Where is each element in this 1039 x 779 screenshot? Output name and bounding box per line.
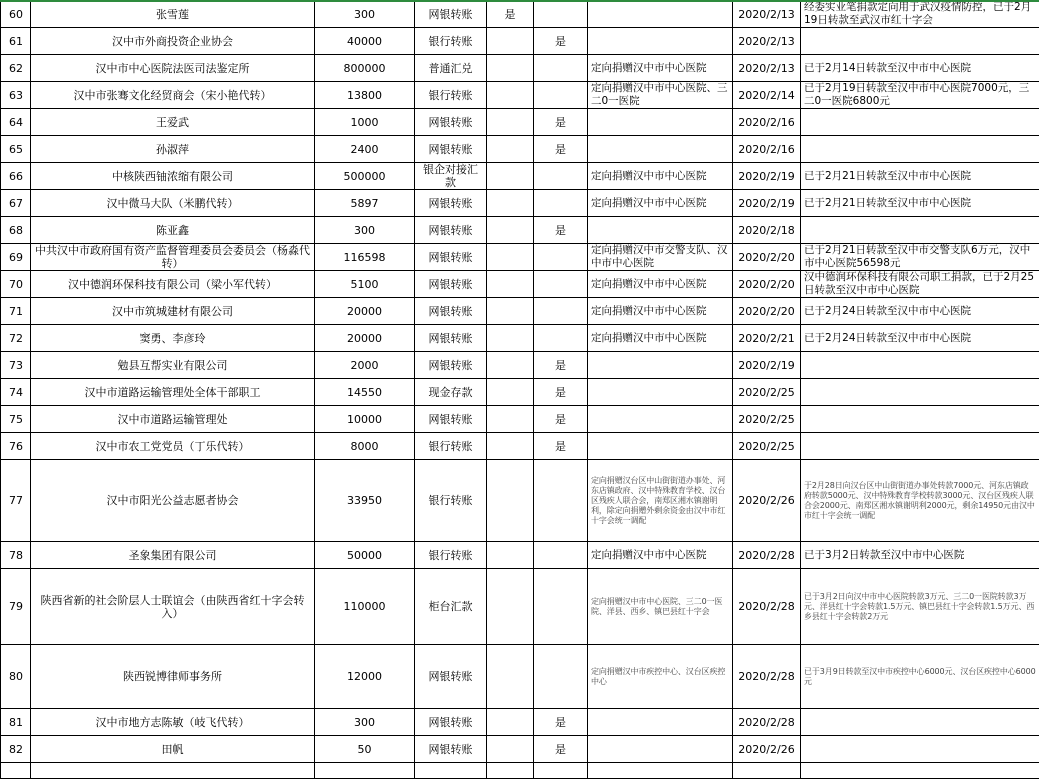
flag-cell-a[interactable]: [487, 460, 534, 542]
note-cell[interactable]: 于2月28日向汉台区中山街街道办事处转款7000元、河东店镇政府转款5000元、汉中特殊教育学校转款3000元、汉台区残疾人联合会2000元、南郑区湘水镇谢明利2000元，剩余14950元由汉中市红十字会统一调配: [801, 460, 1039, 542]
date-cell[interactable]: 2020/2/20: [733, 298, 801, 325]
table-row: [1, 406, 1039, 433]
direction-cell[interactable]: [588, 379, 733, 406]
direction-cell[interactable]: 定向捐赠汉中市中心医院: [588, 271, 733, 298]
table-row: [1, 1, 1039, 28]
donor-name-cell[interactable]: 王爱武: [31, 109, 315, 136]
row-number-cell[interactable]: 64: [1, 109, 31, 136]
flag-cell-a[interactable]: [487, 28, 534, 55]
note-cell[interactable]: 经委实业笔捐款定向用于武汉疫情防控，已于2月19日转款至武汉市红十字会: [801, 1, 1039, 28]
date-cell[interactable]: 2020/2/16: [733, 136, 801, 163]
amount-cell[interactable]: 20000: [315, 325, 415, 352]
row-number-cell[interactable]: 80: [1, 645, 31, 709]
row-number-cell[interactable]: 75: [1, 406, 31, 433]
direction-cell[interactable]: [588, 136, 733, 163]
payment-method-cell[interactable]: 网银转账: [415, 406, 487, 433]
direction-cell[interactable]: 定向捐赠汉中市中心医院: [588, 55, 733, 82]
amount-cell[interactable]: 116598: [315, 244, 415, 271]
note-cell[interactable]: [801, 28, 1039, 55]
note-cell[interactable]: [801, 763, 1039, 779]
note-cell[interactable]: 已于2月21日转款至汉中市中心医院: [801, 190, 1039, 217]
note-cell[interactable]: 已于3月2日转款至汉中市中心医院: [801, 542, 1039, 569]
donor-name-cell[interactable]: 陕西锐博律师事务所: [31, 645, 315, 709]
direction-cell[interactable]: [588, 1, 733, 28]
payment-method-cell[interactable]: 网银转账: [415, 136, 487, 163]
flag-cell-b[interactable]: [534, 82, 588, 109]
row-number-cell[interactable]: 61: [1, 28, 31, 55]
donor-name-cell[interactable]: 汉中市道路运输管理处: [31, 406, 315, 433]
payment-method-cell[interactable]: 银行转账: [415, 82, 487, 109]
amount-cell[interactable]: 13800: [315, 82, 415, 109]
direction-cell[interactable]: 定向捐赠汉中市中心医院: [588, 163, 733, 190]
row-number-cell[interactable]: 63: [1, 82, 31, 109]
donor-name-cell[interactable]: 汉中市张骞文化经贸商会（宋小艳代转）: [31, 82, 315, 109]
table-row: [1, 645, 1039, 709]
date-cell[interactable]: 2020/2/28: [733, 569, 801, 645]
note-cell[interactable]: 已于2月21日转款至汉中市中心医院: [801, 163, 1039, 190]
payment-method-cell[interactable]: 普通汇兑: [415, 55, 487, 82]
donor-name-cell[interactable]: [31, 763, 315, 779]
flag-cell-a[interactable]: [487, 379, 534, 406]
row-number-cell[interactable]: 67: [1, 190, 31, 217]
table-row: [1, 82, 1039, 109]
flag-cell-a[interactable]: [487, 136, 534, 163]
donor-name-cell[interactable]: 汉中市地方志陈敏（岐飞代转）: [31, 709, 315, 736]
direction-cell[interactable]: [588, 406, 733, 433]
table-row: [1, 136, 1039, 163]
donor-name-cell[interactable]: 汉中市农工党党员（丁乐代转）: [31, 433, 315, 460]
flag-cell-b[interactable]: 是: [534, 28, 588, 55]
payment-method-cell[interactable]: 网银转账: [415, 244, 487, 271]
amount-cell[interactable]: 110000: [315, 569, 415, 645]
donor-name-cell[interactable]: 陈亚鑫: [31, 217, 315, 244]
payment-method-cell[interactable]: 网银转账: [415, 298, 487, 325]
flag-cell-a[interactable]: [487, 542, 534, 569]
table-row: [1, 379, 1039, 406]
direction-cell[interactable]: [588, 28, 733, 55]
row-number-cell[interactable]: 68: [1, 217, 31, 244]
row-number-cell[interactable]: 69: [1, 244, 31, 271]
flag-cell-b[interactable]: 是: [534, 109, 588, 136]
donor-name-cell[interactable]: 窦勇、李彦玲: [31, 325, 315, 352]
table-row: [1, 55, 1039, 82]
flag-cell-b[interactable]: [534, 190, 588, 217]
amount-cell[interactable]: 50000: [315, 542, 415, 569]
flag-cell-a[interactable]: [487, 736, 534, 763]
payment-method-cell[interactable]: 银行转账: [415, 28, 487, 55]
donor-name-cell[interactable]: 汉中德润环保科技有限公司（梁小军代转）: [31, 271, 315, 298]
flag-cell-a[interactable]: [487, 271, 534, 298]
table-row: [1, 542, 1039, 569]
table-row: [1, 460, 1039, 542]
flag-cell-a[interactable]: [487, 82, 534, 109]
payment-method-cell[interactable]: 网银转账: [415, 325, 487, 352]
table-row: [1, 709, 1039, 736]
note-cell[interactable]: [801, 433, 1039, 460]
flag-cell-b[interactable]: [534, 271, 588, 298]
table-row: [1, 569, 1039, 645]
amount-cell[interactable]: 2400: [315, 136, 415, 163]
amount-cell[interactable]: 5897: [315, 190, 415, 217]
date-cell[interactable]: 2020/2/19: [733, 352, 801, 379]
flag-cell-b[interactable]: 是: [534, 406, 588, 433]
amount-cell[interactable]: 8000: [315, 433, 415, 460]
amount-cell[interactable]: 800000: [315, 55, 415, 82]
row-number-cell[interactable]: 74: [1, 379, 31, 406]
flag-cell-a[interactable]: [487, 109, 534, 136]
table-row: [1, 763, 1039, 779]
payment-method-cell[interactable]: [415, 763, 487, 779]
date-cell[interactable]: 2020/2/14: [733, 82, 801, 109]
table-row: [1, 217, 1039, 244]
flag-cell-b[interactable]: [534, 1, 588, 28]
note-cell[interactable]: 汉中德润环保科技有限公司职工捐款，已于2月25日转款至汉中市中心医院: [801, 271, 1039, 298]
row-number-cell[interactable]: 66: [1, 163, 31, 190]
payment-method-cell[interactable]: 网银转账: [415, 1, 487, 28]
amount-cell[interactable]: 5100: [315, 271, 415, 298]
date-cell[interactable]: 2020/2/25: [733, 433, 801, 460]
direction-cell[interactable]: 定向捐赠汉中市中心医院、三二0一医院、洋县、西乡、镇巴县红十字会: [588, 569, 733, 645]
flag-cell-b[interactable]: [534, 542, 588, 569]
note-cell[interactable]: [801, 352, 1039, 379]
note-cell[interactable]: [801, 406, 1039, 433]
direction-cell[interactable]: 定向捐赠汉中市中心医院、三二0一医院: [588, 82, 733, 109]
donor-name-cell[interactable]: 汉中微马大队（米鹏代转）: [31, 190, 315, 217]
flag-cell-a[interactable]: [487, 217, 534, 244]
payment-method-cell[interactable]: 网银转账: [415, 217, 487, 244]
payment-method-cell[interactable]: 现金存款: [415, 379, 487, 406]
amount-cell[interactable]: 40000: [315, 28, 415, 55]
amount-cell[interactable]: 33950: [315, 460, 415, 542]
donor-name-cell[interactable]: 中共汉中市政府国有资产监督管理委员会委员会（杨淼代转）: [31, 244, 315, 271]
donor-name-cell[interactable]: 汉中市中心医院法医司法鉴定所: [31, 55, 315, 82]
direction-cell[interactable]: 定向捐赠汉中市中心医院: [588, 190, 733, 217]
flag-cell-a[interactable]: [487, 244, 534, 271]
amount-cell[interactable]: 300: [315, 217, 415, 244]
row-number-cell[interactable]: 79: [1, 569, 31, 645]
date-cell[interactable]: 2020/2/26: [733, 736, 801, 763]
flag-cell-b[interactable]: [534, 569, 588, 645]
row-number-cell[interactable]: 73: [1, 352, 31, 379]
note-cell[interactable]: [801, 217, 1039, 244]
flag-cell-a[interactable]: [487, 763, 534, 779]
flag-cell-b[interactable]: 是: [534, 736, 588, 763]
direction-cell[interactable]: 定向捐赠汉台区中山街街道办事处、河东店镇政府、汉中特殊教育学校、汉台区残疾人联合会，南郑区湘水镇谢明利，除定向捐赠外剩余资金由汉中市红十字会统一调配: [588, 460, 733, 542]
donor-name-cell[interactable]: 汉中市外商投资企业协会: [31, 28, 315, 55]
row-number-cell[interactable]: 62: [1, 55, 31, 82]
direction-cell[interactable]: 定向捐赠汉中市疾控中心、汉台区疾控中心: [588, 645, 733, 709]
note-cell[interactable]: 已于2月14日转款至汉中市中心医院: [801, 55, 1039, 82]
date-cell[interactable]: 2020/2/28: [733, 542, 801, 569]
row-number-cell[interactable]: 82: [1, 736, 31, 763]
flag-cell-b[interactable]: 是: [534, 217, 588, 244]
table-row: [1, 163, 1039, 190]
row-number-cell[interactable]: 72: [1, 325, 31, 352]
flag-cell-b[interactable]: [534, 645, 588, 709]
note-cell[interactable]: [801, 136, 1039, 163]
donor-name-cell[interactable]: 勉县互帮实业有限公司: [31, 352, 315, 379]
date-cell[interactable]: 2020/2/19: [733, 190, 801, 217]
amount-cell[interactable]: 14550: [315, 379, 415, 406]
flag-cell-a[interactable]: [487, 406, 534, 433]
flag-cell-a[interactable]: [487, 352, 534, 379]
flag-cell-b[interactable]: [534, 763, 588, 779]
date-cell[interactable]: 2020/2/16: [733, 109, 801, 136]
flag-cell-b[interactable]: [534, 163, 588, 190]
payment-method-cell[interactable]: 银行转账: [415, 542, 487, 569]
payment-method-cell[interactable]: 网银转账: [415, 352, 487, 379]
note-cell[interactable]: 已于3月9日转款至汉中市疾控中心6000元、汉台区疾控中心6000元: [801, 645, 1039, 709]
direction-cell[interactable]: [588, 433, 733, 460]
direction-cell[interactable]: [588, 217, 733, 244]
row-number-cell[interactable]: [1, 763, 31, 779]
row-number-cell[interactable]: 70: [1, 271, 31, 298]
donor-name-cell[interactable]: 汉中市阳光公益志愿者协会: [31, 460, 315, 542]
date-cell[interactable]: 2020/2/28: [733, 709, 801, 736]
selection-top-border: [0, 0, 1039, 2]
table-row: [1, 28, 1039, 55]
date-cell[interactable]: 2020/2/25: [733, 379, 801, 406]
direction-cell[interactable]: [588, 763, 733, 779]
amount-cell[interactable]: 50: [315, 736, 415, 763]
table-row: [1, 736, 1039, 763]
table-row: [1, 433, 1039, 460]
amount-cell[interactable]: 10000: [315, 406, 415, 433]
flag-cell-b[interactable]: 是: [534, 136, 588, 163]
direction-cell[interactable]: 定向捐赠汉中市交警支队、汉中市中心医院: [588, 244, 733, 271]
direction-cell[interactable]: [588, 709, 733, 736]
donor-name-cell[interactable]: 田帆: [31, 736, 315, 763]
table-row: [1, 325, 1039, 352]
date-cell[interactable]: [733, 763, 801, 779]
table-row: [1, 109, 1039, 136]
payment-method-cell[interactable]: 网银转账: [415, 645, 487, 709]
flag-cell-a[interactable]: [487, 163, 534, 190]
note-cell[interactable]: 已于2月24日转款至汉中市中心医院: [801, 298, 1039, 325]
donor-name-cell[interactable]: 孙淑萍: [31, 136, 315, 163]
flag-cell-b[interactable]: 是: [534, 352, 588, 379]
date-cell[interactable]: 2020/2/20: [733, 271, 801, 298]
direction-cell[interactable]: [588, 352, 733, 379]
flag-cell-b[interactable]: [534, 460, 588, 542]
date-cell[interactable]: 2020/2/25: [733, 406, 801, 433]
payment-method-cell[interactable]: 网银转账: [415, 109, 487, 136]
payment-method-cell[interactable]: 网银转账: [415, 190, 487, 217]
date-cell[interactable]: 2020/2/26: [733, 460, 801, 542]
date-cell[interactable]: 2020/2/20: [733, 244, 801, 271]
table-row: [1, 352, 1039, 379]
flag-cell-a[interactable]: [487, 55, 534, 82]
flag-cell-b[interactable]: [534, 244, 588, 271]
flag-cell-a[interactable]: [487, 569, 534, 645]
table-row: [1, 298, 1039, 325]
payment-method-cell[interactable]: 银企对接汇款: [415, 163, 487, 190]
note-cell[interactable]: 已于3月2日向汉中市中心医院转款3万元、三二0一医院转款3万元、洋县红十字会转款1.5万元、镇巴县红十字会转款1.5万元、西乡县红十字会转款2万元: [801, 569, 1039, 645]
payment-method-cell[interactable]: 网银转账: [415, 271, 487, 298]
direction-cell[interactable]: 定向捐赠汉中市中心医院: [588, 298, 733, 325]
payment-method-cell[interactable]: 银行转账: [415, 460, 487, 542]
table-row: [1, 244, 1039, 271]
flag-cell-b[interactable]: 是: [534, 379, 588, 406]
table-row: [1, 190, 1039, 217]
payment-method-cell[interactable]: 网银转账: [415, 709, 487, 736]
donor-name-cell[interactable]: 汉中市道路运输管理处全体干部职工: [31, 379, 315, 406]
amount-cell[interactable]: 500000: [315, 163, 415, 190]
direction-cell[interactable]: 定向捐赠汉中市中心医院: [588, 325, 733, 352]
donor-name-cell[interactable]: 汉中市筑城建材有限公司: [31, 298, 315, 325]
donor-name-cell[interactable]: 中核陕西铀浓缩有限公司: [31, 163, 315, 190]
flag-cell-a[interactable]: [487, 298, 534, 325]
flag-cell-a[interactable]: [487, 645, 534, 709]
table-row: [1, 271, 1039, 298]
row-number-cell[interactable]: 76: [1, 433, 31, 460]
flag-cell-b[interactable]: [534, 298, 588, 325]
note-cell[interactable]: [801, 709, 1039, 736]
row-number-cell[interactable]: 77: [1, 460, 31, 542]
flag-cell-a[interactable]: [487, 433, 534, 460]
note-cell[interactable]: [801, 736, 1039, 763]
direction-cell[interactable]: 定向捐赠汉中市中心医院: [588, 542, 733, 569]
date-cell[interactable]: 2020/2/13: [733, 28, 801, 55]
flag-cell-a[interactable]: [487, 325, 534, 352]
payment-method-cell[interactable]: 银行转账: [415, 433, 487, 460]
date-cell[interactable]: 2020/2/13: [733, 1, 801, 28]
amount-cell[interactable]: 12000: [315, 645, 415, 709]
direction-cell[interactable]: [588, 109, 733, 136]
row-number-cell[interactable]: 71: [1, 298, 31, 325]
flag-cell-a[interactable]: [487, 190, 534, 217]
date-cell[interactable]: 2020/2/18: [733, 217, 801, 244]
direction-cell[interactable]: [588, 736, 733, 763]
amount-cell[interactable]: 1000: [315, 109, 415, 136]
flag-cell-b[interactable]: 是: [534, 433, 588, 460]
date-cell[interactable]: 2020/2/19: [733, 163, 801, 190]
payment-method-cell[interactable]: 网银转账: [415, 736, 487, 763]
date-cell[interactable]: 2020/2/28: [733, 645, 801, 709]
date-cell[interactable]: 2020/2/13: [733, 55, 801, 82]
flag-cell-b[interactable]: 是: [534, 709, 588, 736]
flag-cell-a[interactable]: 是: [487, 1, 534, 28]
amount-cell[interactable]: [315, 763, 415, 779]
note-cell[interactable]: 已于2月19日转款至汉中市中心医院7000元，三二0一医院6800元: [801, 82, 1039, 109]
note-cell[interactable]: [801, 109, 1039, 136]
row-number-cell[interactable]: 60: [1, 1, 31, 28]
flag-cell-b[interactable]: [534, 55, 588, 82]
donor-name-cell[interactable]: 张雪莲: [31, 1, 315, 28]
date-cell[interactable]: 2020/2/21: [733, 325, 801, 352]
amount-cell[interactable]: 20000: [315, 298, 415, 325]
amount-cell[interactable]: 2000: [315, 352, 415, 379]
amount-cell[interactable]: 300: [315, 1, 415, 28]
row-number-cell[interactable]: 65: [1, 136, 31, 163]
amount-cell[interactable]: 300: [315, 709, 415, 736]
note-cell[interactable]: [801, 379, 1039, 406]
note-cell[interactable]: 已于2月24日转款至汉中市中心医院: [801, 325, 1039, 352]
donor-name-cell[interactable]: 圣象集团有限公司: [31, 542, 315, 569]
row-number-cell[interactable]: 78: [1, 542, 31, 569]
flag-cell-b[interactable]: [534, 325, 588, 352]
donor-name-cell[interactable]: 陕西省新的社会阶层人士联谊会（由陕西省红十字会转入）: [31, 569, 315, 645]
note-cell[interactable]: 已于2月21日转款至汉中市交警支队6万元，汉中市中心医院56598元: [801, 244, 1039, 271]
flag-cell-a[interactable]: [487, 709, 534, 736]
row-number-cell[interactable]: 81: [1, 709, 31, 736]
payment-method-cell[interactable]: 柜台汇款: [415, 569, 487, 645]
